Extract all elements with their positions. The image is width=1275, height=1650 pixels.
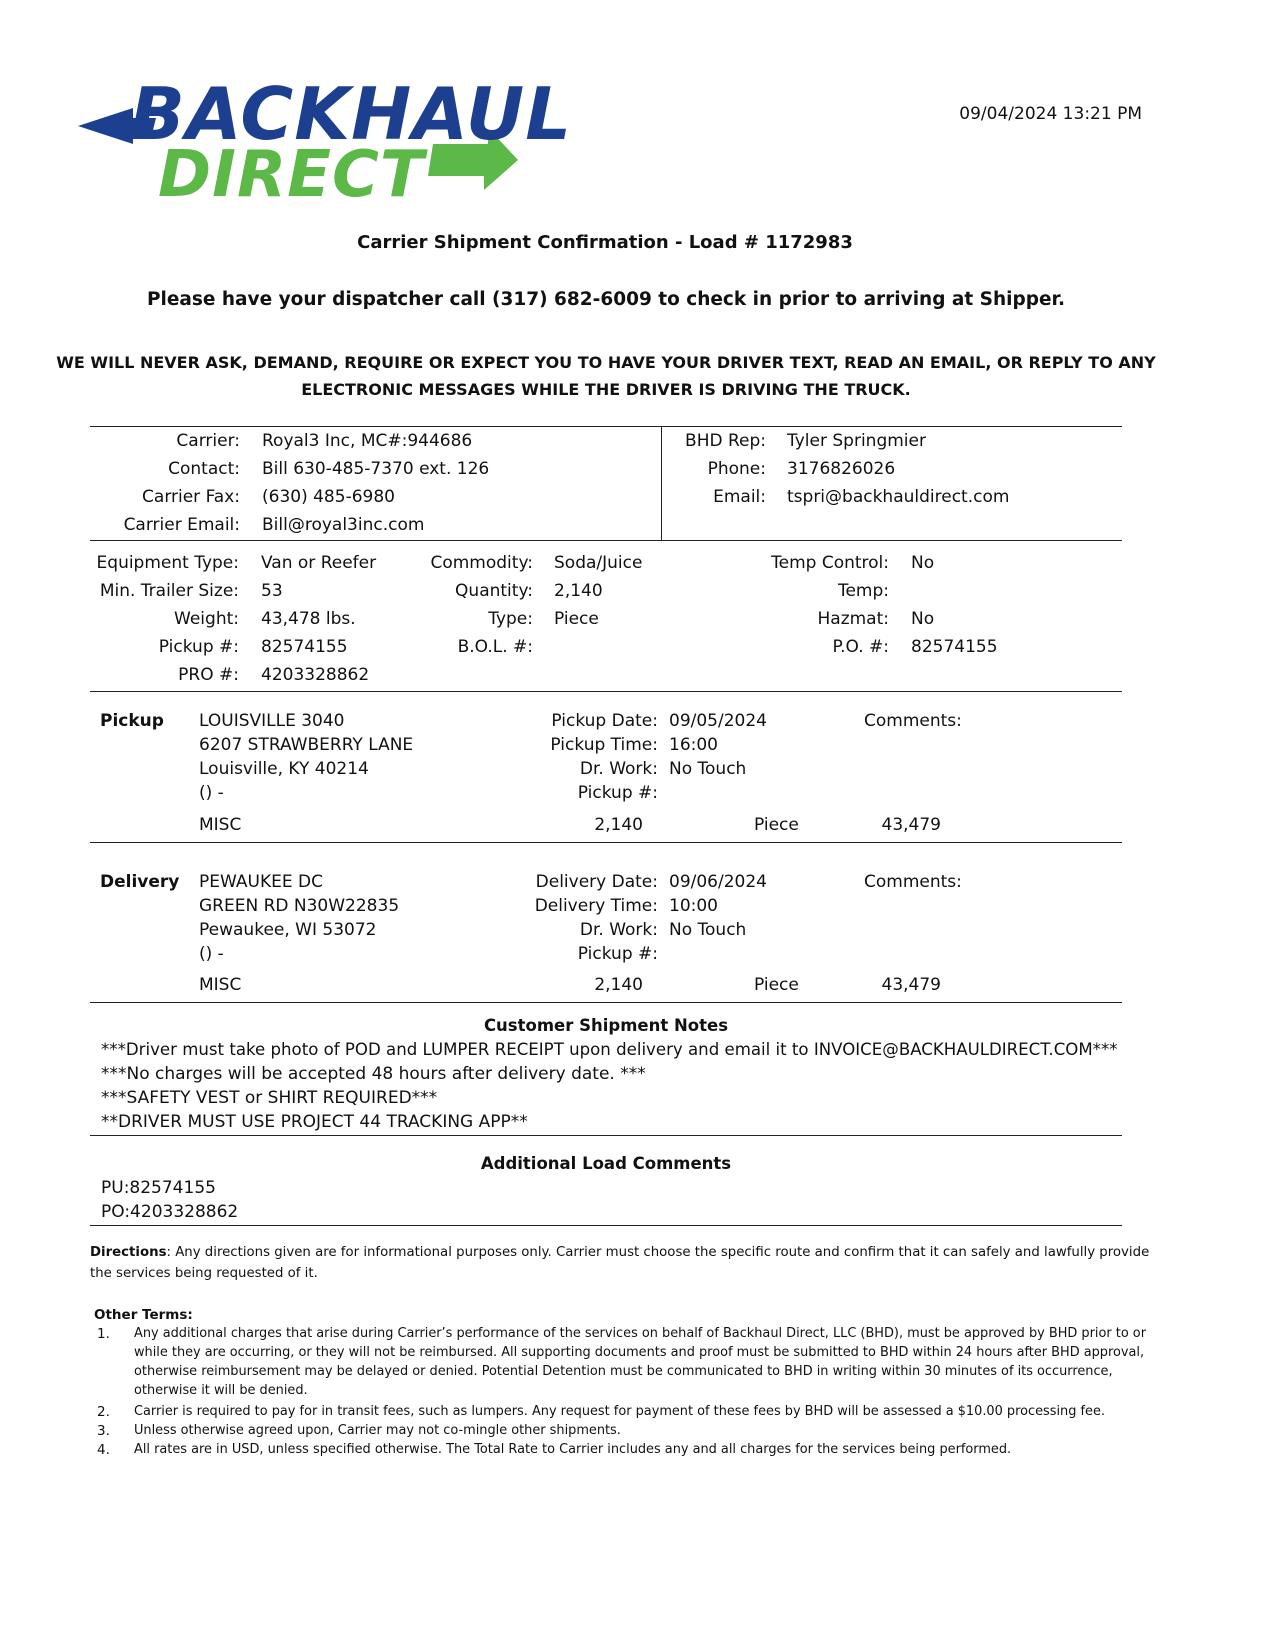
directions-line-1 (90, 1245, 1149, 1260)
delivery-time-value: 10:00 (669, 896, 718, 916)
bhd-email-value: tspri@backhauldirect.com (787, 487, 1010, 507)
po-number-value: 82574155 (911, 637, 998, 657)
pickup-comments-label: Comments: (864, 711, 962, 731)
divider (90, 540, 1122, 541)
equipment-type-label: Equipment Type: (96, 553, 239, 573)
type-label: Type: (488, 609, 533, 629)
term-line: Carrier is required to pay for in transit fees, such as lumpers. Any request for payment of these fees by BHD will be assessed a $10.00 processing fee. (134, 1404, 1105, 1419)
timestamp: 09/04/2024 13:21 PM (959, 104, 1142, 124)
pro-number-label: PRO #: (178, 665, 239, 685)
delivery-phone: () - (199, 944, 224, 964)
type-value: Piece (554, 609, 599, 629)
term-line: otherwise reimbursement may be delayed or denied. Potential Detention must be communicated to BHD in writing within 30 minutes of its occurrence, (134, 1364, 1113, 1379)
weight-value: 43,478 lbs. (261, 609, 356, 629)
logo-text-direct: DIRECT (158, 138, 425, 212)
term-number: 3. (97, 1423, 110, 1439)
pickup-commodity: MISC (199, 815, 242, 835)
term-line: All rates are in USD, unless specified otherwise. The Total Rate to Carrier includes any and all charges for the services being performed. (134, 1442, 1012, 1457)
delivery-street: GREEN RD N30W22835 (199, 896, 400, 916)
commodity-value: Soda/Juice (554, 553, 643, 573)
directions-label: Directions (90, 1245, 167, 1260)
pickup-time-value: 16:00 (669, 735, 718, 755)
weight-label: Weight: (174, 609, 239, 629)
additional-comments-heading: Additional Load Comments (480, 1154, 732, 1173)
delivery-pickup-number-label: Pickup #: (577, 944, 658, 964)
quantity-value: 2,140 (554, 581, 603, 601)
divider-vertical (661, 426, 662, 540)
pickup-section-label: Pickup (100, 711, 164, 731)
trailer-size-label: Min. Trailer Size: (99, 581, 239, 601)
carrier-email-label: Carrier Email: (123, 515, 240, 535)
divider (90, 1135, 1122, 1136)
term-line: while they are occurring, or they will not be reimbursed. All supporting documents and proof must be submitted to BHD within 24 hours after BHD approval, (134, 1345, 1145, 1360)
pickup-city: Louisville, KY 40214 (199, 759, 369, 779)
pickup-unit: Piece (754, 815, 799, 835)
additional-comment-line: PU:82574155 (101, 1178, 216, 1198)
delivery-weight: 43,479 (881, 975, 941, 995)
bhd-phone-label: Phone: (707, 459, 766, 479)
pickup-phone: () - (199, 783, 224, 803)
carrier-value: Royal3 Inc, MC#:944686 (262, 431, 473, 451)
term-line: otherwise it will be denied. (134, 1383, 308, 1398)
po-number-label: P.O. #: (832, 637, 889, 657)
temp-control-label: Temp Control: (771, 553, 889, 573)
commodity-label: Commodity: (430, 553, 533, 573)
term-line: Unless otherwise agreed upon, Carrier may not co-mingle other shipments. (134, 1423, 621, 1438)
delivery-city: Pewaukee, WI 53072 (199, 920, 377, 940)
delivery-work-value: No Touch (669, 920, 747, 940)
pro-number-value: 4203328862 (261, 665, 370, 685)
quantity-label: Quantity: (455, 581, 533, 601)
logo-text-backhaul: BACKHAUL (130, 72, 573, 156)
pickup-pickup-number-label: Pickup #: (577, 783, 658, 803)
contact-label: Contact: (168, 459, 240, 479)
page-title: Carrier Shipment Confirmation - Load # 1172983 (357, 232, 853, 253)
carrier-fax-label: Carrier Fax: (142, 487, 240, 507)
carrier-fax-value: (630) 485-6980 (262, 487, 395, 507)
delivery-work-label: Dr. Work: (579, 920, 658, 940)
customer-note-line: ***Driver must take photo of POD and LUMPER RECEIPT upon delivery and email it to INVOICE@BACKHAULDIRECT.COM*** (101, 1040, 1118, 1059)
hazmat-label: Hazmat: (817, 609, 889, 629)
pickup-quantity: 2,140 (594, 815, 643, 835)
term-number: 4. (97, 1442, 110, 1458)
trailer-size-value: 53 (261, 581, 283, 601)
pickup-date-value: 09/05/2024 (669, 711, 767, 731)
pickup-work-label: Dr. Work: (579, 759, 658, 779)
company-logo (78, 72, 573, 213)
divider (90, 1002, 1122, 1003)
delivery-comments-label: Comments: (864, 872, 962, 892)
term-number: 2. (97, 1404, 110, 1420)
pickup-weight: 43,479 (881, 815, 941, 835)
bhd-email-label: Email: (713, 487, 766, 507)
pickup-name: LOUISVILLE 3040 (199, 711, 345, 731)
divider (90, 1225, 1122, 1226)
pickup-time-label: Pickup Time: (550, 735, 658, 755)
bhd-rep-value: Tyler Springmier (787, 431, 926, 451)
delivery-unit: Piece (754, 975, 799, 995)
delivery-quantity: 2,140 (594, 975, 643, 995)
delivery-time-label: Delivery Time: (534, 896, 658, 916)
customer-notes-heading: Customer Shipment Notes (483, 1016, 729, 1035)
equipment-type-value: Van or Reefer (261, 553, 377, 573)
directions-text: : Any directions given are for informational purposes only. Carrier must choose the specific route and confirm that it can safely and lawfully provide (166, 1245, 1150, 1260)
customer-note-line: ***SAFETY VEST or SHIRT REQUIRED*** (101, 1088, 438, 1108)
delivery-name: PEWAUKEE DC (199, 872, 323, 892)
dispatch-notice: Please have your dispatcher call (317) 682-6009 to check in prior to arriving at Shipper. (146, 289, 1066, 310)
delivery-section-label: Delivery (100, 872, 180, 892)
divider (90, 842, 1122, 843)
term-line: Any additional charges that arise during Carrier’s performance of the services on behalf of Backhaul Direct, LLC (BHD), must be approved by BHD prior to or (134, 1326, 1146, 1341)
pickup-number-label: Pickup #: (158, 637, 239, 657)
customer-note-line: **DRIVER MUST USE PROJECT 44 TRACKING APP** (101, 1112, 528, 1132)
delivery-date-label: Delivery Date: (535, 872, 658, 892)
warning-line-2: ELECTRONIC MESSAGES WHILE THE DRIVER IS DRIVING THE TRUCK. (301, 380, 911, 399)
divider (90, 426, 1122, 427)
carrier-label: Carrier: (176, 431, 240, 451)
bhd-rep-label: BHD Rep: (685, 431, 766, 451)
bhd-phone-value: 3176826026 (787, 459, 896, 479)
delivery-date-value: 09/06/2024 (669, 872, 767, 892)
pickup-work-value: No Touch (669, 759, 747, 779)
customer-note-line: ***No charges will be accepted 48 hours after delivery date. *** (101, 1064, 646, 1084)
divider (90, 691, 1122, 692)
other-terms-heading: Other Terms: (94, 1307, 193, 1323)
bol-label: B.O.L. #: (457, 637, 533, 657)
warning-line-1: WE WILL NEVER ASK, DEMAND, REQUIRE OR EXPECT YOU TO HAVE YOUR DRIVER TEXT, READ AN EMAIL, OR REPLY TO ANY (56, 353, 1156, 372)
hazmat-value: No (911, 609, 935, 629)
directions-line-2: the services being requested of it. (90, 1266, 318, 1281)
delivery-commodity: MISC (199, 975, 242, 995)
pickup-date-label: Pickup Date: (551, 711, 658, 731)
term-number: 1. (97, 1326, 110, 1342)
temp-label: Temp: (837, 581, 889, 601)
additional-comment-line: PO:4203328862 (101, 1202, 239, 1222)
contact-value: Bill 630-485-7370 ext. 126 (262, 459, 490, 479)
temp-control-value: No (911, 553, 935, 573)
pickup-street: 6207 STRAWBERRY LANE (199, 735, 414, 755)
carrier-email-value: Bill@royal3inc.com (262, 515, 425, 535)
pickup-number-value: 82574155 (261, 637, 348, 657)
